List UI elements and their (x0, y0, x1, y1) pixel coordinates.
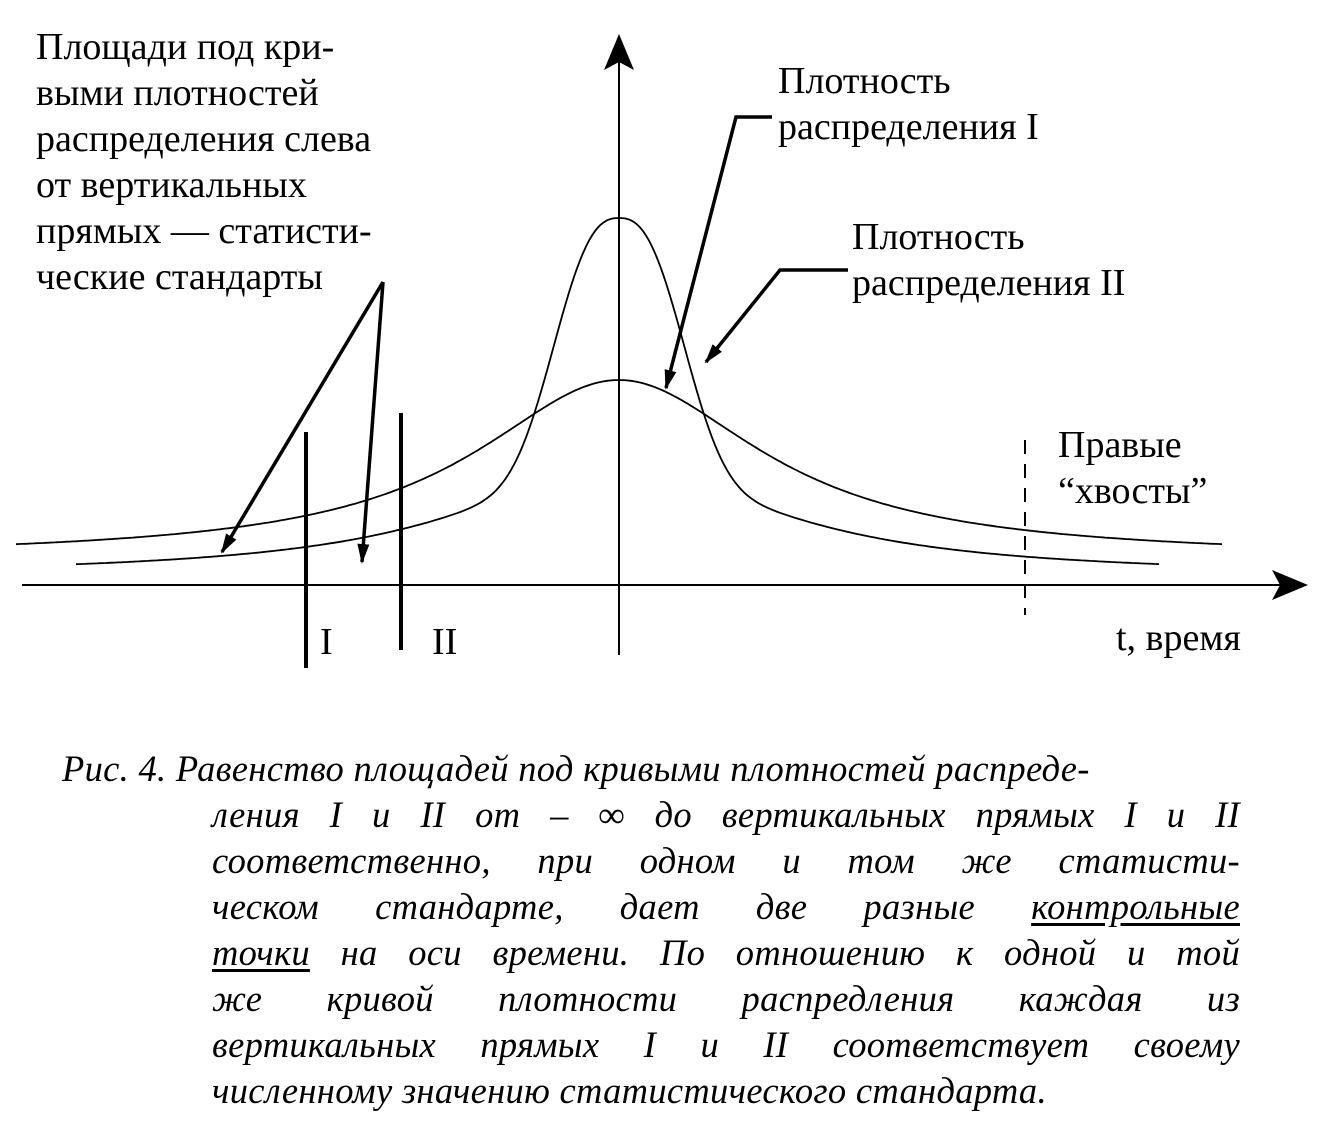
pointer-arrow-area-2 (362, 282, 383, 562)
caption-line-5-text: на оси времени. По отношению к одной и той (309, 932, 1240, 973)
caption-underlined-control: контрольные (1031, 886, 1240, 927)
right-tails-label: Правые “хвосты” (1058, 424, 1208, 512)
pointer-arrow-area-1 (222, 282, 383, 552)
caption-line-1: Рис. 4. Равенство площадей под кривыми плотностей распреде- (62, 748, 1090, 789)
caption-line-8: численному значению статистического стандарта. (212, 1070, 1047, 1111)
density-1-label: Плотность распределения I (778, 60, 1039, 148)
caption-underlined-points: точки (212, 932, 310, 973)
density-2-label: Плотность распределения II (852, 216, 1126, 304)
caption-line-4-text: ческом стандарте, дает две разные (212, 886, 1032, 927)
figure-caption (62, 746, 1240, 1114)
vertical-line-1-label: I (320, 621, 333, 663)
areas-note-label: Площади под кри- выми плотностей распределения слева от вертикальных прямых — статисти- ческие стандарты (36, 26, 372, 298)
caption-line-6: же кривой плотности распредления каждая из (212, 978, 1240, 1019)
caption-line-4 (62, 884, 1240, 930)
caption-line-7: вертикальных прямых I и II соответствует своему (212, 1024, 1240, 1065)
caption-line-5 (62, 930, 1240, 976)
caption-line-2: ления I и II от – ∞ до вертикальных прямых I и II (212, 794, 1240, 835)
vertical-line-2-label: II (432, 621, 458, 663)
caption-line-3: соответственно, при одном и том же статисти- (212, 840, 1240, 881)
pointer-arrow-density-2 (706, 270, 848, 362)
x-axis-label: t, время (1116, 617, 1241, 659)
